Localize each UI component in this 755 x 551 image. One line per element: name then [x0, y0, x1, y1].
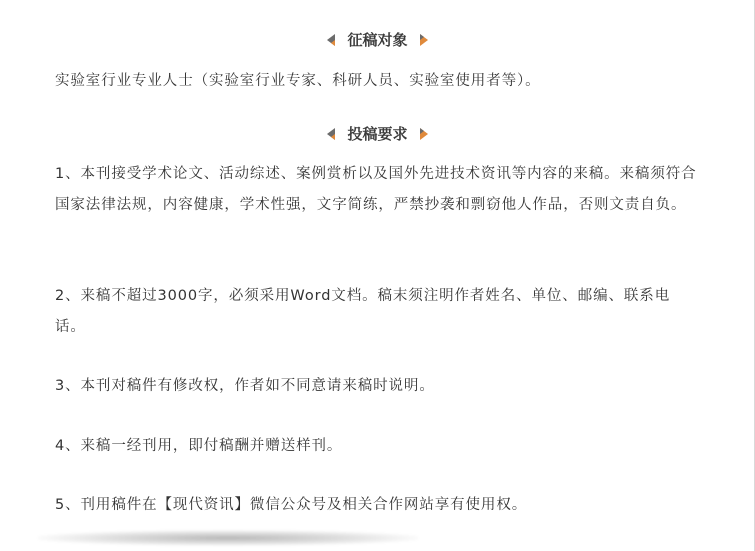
requirement-item-3: 3、本刊对稿件有修改权，作者如不同意请来稿时说明。: [55, 378, 435, 394]
section-title-submission-requirements: [0, 123, 755, 145]
right-triangle-icon: [418, 127, 430, 141]
left-triangle-icon: [325, 33, 337, 47]
left-triangle-icon: [325, 127, 337, 141]
requirement-item-4: 4、来稿一经刊用，即付稿酬并赠送样刊。: [55, 438, 343, 454]
requirement-item-2: 2、来稿不超过3000字，必须采用Word文档。稿末须注明作者姓名、单位、邮编、联系电话。: [55, 288, 671, 335]
right-triangle-icon: [418, 33, 430, 47]
section-title-label: 投稿要求: [347, 125, 408, 143]
requirement-item-1: 1、本刊接受学术论文、活动综述、案例赏析以及国外先进技术资讯等内容的来稿。来稿须符合国家法律法规，内容健康，学术性强，文字简练，严禁抄袭和剽窃他人作品，否则文责自负。: [55, 166, 697, 213]
requirement-item-5: 5、刊用稿件在【现代资讯】微信公众号及相关合作网站享有使用权。: [55, 497, 528, 513]
section-title-submission-target: [0, 29, 755, 51]
bottom-shadow-divider: [38, 530, 418, 546]
submission-target-text: 实验室行业专业人士（实验室行业专家、科研人员、实验室使用者等）。: [55, 73, 541, 89]
section-title-label: 征稿对象: [347, 31, 408, 49]
